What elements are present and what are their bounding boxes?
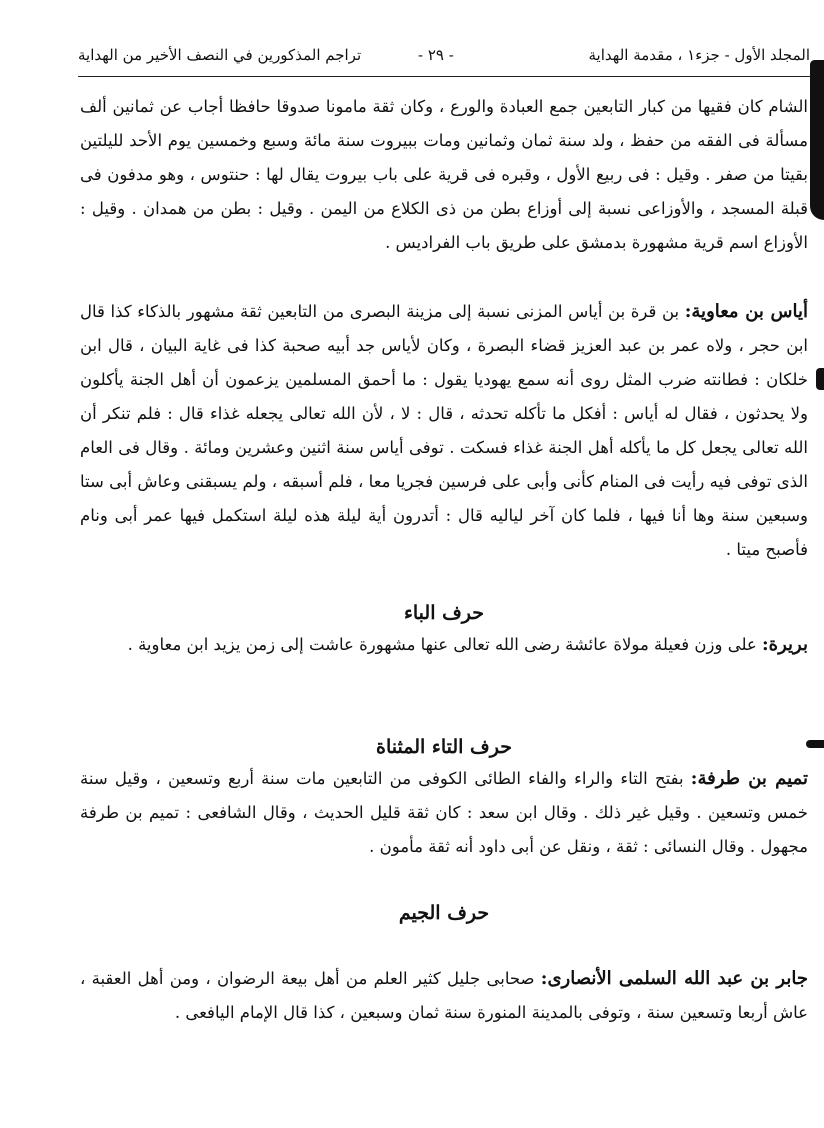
entry-barira (80, 628, 808, 662)
paragraph-awzai-continued (80, 90, 808, 260)
header-divider (78, 76, 810, 77)
entry-text: صحابى جليل كثير العلم من أهل بيعة الرضوان ، ومن أهل العقبة ، عاش أربعا وتسعين سنة ، وتوفى بالمدينة المنورة سنة ثمان وسبعين ، كذا قال الإمام اليافعى . (80, 969, 808, 1022)
entry-name: أياس بن معاوية: (684, 301, 808, 322)
scan-edge-mark-top (810, 60, 824, 220)
section-heading-jim: حرف الجيم (398, 902, 490, 924)
scan-edge-mark-mid (816, 368, 824, 390)
entry-text: بن قرة بن أياس المزنى نسبة إلى مزينة البصرى من التابعين ثقة مشهور بالذكاء كذا قال ابن حجر ، ولاه عمر بن عبد العزيز قضاء البصرة ، وكان لأياس جد أبيه صحبة كذا فى غاية البيان ، قال ابن خلكان : فطانته ضرب المثل روى أنه سمع يهوديا يقول : ما أحمق المسلمين يزعمون أن أهل الجنة يأكلون ولا يحدثون ، فقال له أياس : أفكل ما تأكله تحدثه ، قال : لا ، لأن الله تعالى يجعله غذاء قال : فلم تنكر أن الله تعالى يجعل كل ما يأكله أهل الجنة غذاء فسكت . توفى أياس سنة اثنين وعشرين ومائة . وقال فى العام الذى توفى فيه رأيت فى المنام كأنى وأبى على فرسين فجريا معا ، فلم أسبقه ، ولم يسبقنى وعاش أبى ستا وسبعين سنة وها أنا فيها ، فلما كان آخر لياليه قال : أتدرون أية ليلة هذه ليلة استكمل فيها عمر أبى ونام فأصبح ميتا . (80, 302, 808, 559)
section-heading-ba: حرف الباء (403, 602, 485, 624)
running-header (78, 38, 810, 72)
page-number: - ٢٩ - (418, 46, 454, 64)
entry-jabir (80, 962, 808, 1030)
entry-name: بريرة: (762, 634, 808, 655)
entry-text: على وزن فعيلة مولاة عائشة رضى الله تعالى عنها مشهورة عاشت إلى زمن يزيد ابن معاوية . (127, 635, 757, 654)
scan-edge-mark-low (806, 740, 824, 748)
paragraph-text: الشام كان فقيها من كبار التابعين جمع العبادة والورع ، وكان ثقة مامونا صدوقا حافظا أجاب عن ثمانين ألف مسألة فى الفقه من حفظ ، ولد سنة ثمان وثمانين ومات ببيروت سنة مائة وسبع وخمسين يوم الأحد لليلتين بقيتا من صفر . وقيل : فى ربيع الأول ، وقبره فى قرية على باب بيروت يقال لها : حنتوس ، وهو مدفون فى قبلة المسجد ، والأوزاعى نسبة إلى أوزاع بطن من ذى الكلاع من اليمن . وقيل : بطن من همدان . وقيل : الأوزاع اسم قرية مشهورة بدمشق على طريق باب الفراديس . (80, 97, 808, 252)
section-heading-ta: حرف التاء المثناة (376, 736, 512, 758)
entry-name: تميم بن طرفة: (690, 768, 809, 789)
entry-iyas (80, 295, 808, 567)
entry-name: جابر بن عبد الله السلمى الأنصارى: (540, 968, 808, 989)
entry-tamim (80, 762, 808, 864)
volume-info: المجلد الأول - جزء١ ، مقدمة الهداية (588, 46, 810, 64)
entry-text: بفتح التاء والراء والفاء الطائى الكوفى من التابعين مات سنة أربع وتسعين ، وقيل سنة خمس وتسعين . وقيل غير ذلك . وقال ابن سعد : كان ثقة قليل الحديث ، وقال الشافعى : تميم بن طرفة مجهول . وقال النسائى : ثقة ، ونقل عن أبى داود أنه ثقة مأمون . (80, 769, 808, 856)
section-title: تراجم المذكورين في النصف الأخير من الهداية (78, 46, 362, 64)
